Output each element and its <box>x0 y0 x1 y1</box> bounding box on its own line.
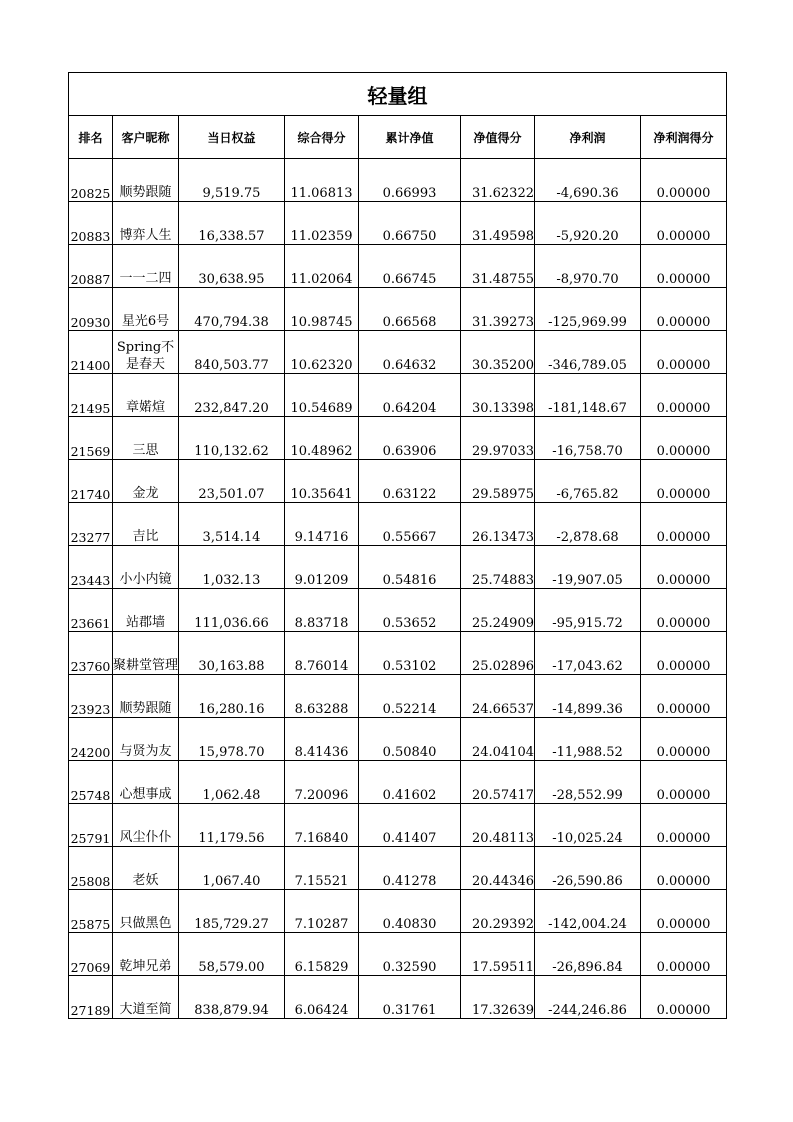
cell-total-score: 7.15521 <box>285 847 359 890</box>
cell-nickname: 一一二四 <box>113 245 179 288</box>
cell-total-score: 10.35641 <box>285 460 359 503</box>
cell-nav: 0.64632 <box>359 331 461 374</box>
table-row <box>69 675 727 718</box>
cell-total-score: 8.76014 <box>285 632 359 675</box>
cell-nav: 0.64204 <box>359 374 461 417</box>
cell-total-score: 8.63288 <box>285 675 359 718</box>
cell-nav: 0.66745 <box>359 245 461 288</box>
cell-nav: 0.63906 <box>359 417 461 460</box>
cell-nav: 0.54816 <box>359 546 461 589</box>
cell-profit-score: 0.00000 <box>641 976 727 1019</box>
cell-nav: 0.50840 <box>359 718 461 761</box>
cell-rank: 20883 <box>69 202 113 245</box>
cell-rank: 20825 <box>69 159 113 202</box>
cell-nickname: 只做黑色 <box>113 890 179 933</box>
cell-profit: -4,690.36 <box>535 159 641 202</box>
cell-nickname: 乾坤兄弟 <box>113 933 179 976</box>
cell-nav-score: 20.57417 <box>461 761 535 804</box>
cell-profit: -10,025.24 <box>535 804 641 847</box>
cell-rank: 27189 <box>69 976 113 1019</box>
cell-nav: 0.52214 <box>359 675 461 718</box>
cell-profit-score: 0.00000 <box>641 374 727 417</box>
cell-equity: 30,163.88 <box>179 632 285 675</box>
table-row <box>69 890 727 933</box>
cell-equity: 3,514.14 <box>179 503 285 546</box>
cell-profit: -95,915.72 <box>535 589 641 632</box>
cell-profit: -16,758.70 <box>535 417 641 460</box>
cell-profit-score: 0.00000 <box>641 847 727 890</box>
ranking-table <box>68 72 727 1019</box>
cell-rank: 25808 <box>69 847 113 890</box>
cell-profit: -28,552.99 <box>535 761 641 804</box>
cell-profit: -17,043.62 <box>535 632 641 675</box>
cell-profit: -2,878.68 <box>535 503 641 546</box>
cell-nickname: 博弈人生 <box>113 202 179 245</box>
cell-rank: 23443 <box>69 546 113 589</box>
table-row <box>69 288 727 331</box>
cell-rank: 23760 <box>69 632 113 675</box>
cell-equity: 1,062.48 <box>179 761 285 804</box>
cell-equity: 111,036.66 <box>179 589 285 632</box>
cell-equity: 838,879.94 <box>179 976 285 1019</box>
cell-nav: 0.53652 <box>359 589 461 632</box>
cell-equity: 11,179.56 <box>179 804 285 847</box>
cell-equity: 470,794.38 <box>179 288 285 331</box>
header-nav: 累计净值 <box>359 116 461 159</box>
cell-total-score: 10.62320 <box>285 331 359 374</box>
cell-profit: -6,765.82 <box>535 460 641 503</box>
cell-nickname: 星光6号 <box>113 288 179 331</box>
cell-nav: 0.55667 <box>359 503 461 546</box>
table-row <box>69 159 727 202</box>
cell-profit-score: 0.00000 <box>641 417 727 460</box>
cell-profit: -26,590.86 <box>535 847 641 890</box>
table-row <box>69 976 727 1019</box>
cell-nav-score: 25.02896 <box>461 632 535 675</box>
cell-nickname: 风尘仆仆 <box>113 804 179 847</box>
header-row <box>69 116 727 159</box>
cell-nickname: Spring不是春天 <box>113 331 179 374</box>
cell-rank: 23277 <box>69 503 113 546</box>
cell-nav-score: 31.62322 <box>461 159 535 202</box>
cell-rank: 21569 <box>69 417 113 460</box>
cell-total-score: 11.02359 <box>285 202 359 245</box>
cell-nav-score: 25.74883 <box>461 546 535 589</box>
cell-profit: -11,988.52 <box>535 718 641 761</box>
cell-nav-score: 30.13398 <box>461 374 535 417</box>
cell-profit-score: 0.00000 <box>641 933 727 976</box>
cell-equity: 232,847.20 <box>179 374 285 417</box>
cell-nickname: 与贤为友 <box>113 718 179 761</box>
cell-rank: 23923 <box>69 675 113 718</box>
cell-nav: 0.31761 <box>359 976 461 1019</box>
table-row <box>69 245 727 288</box>
table-row <box>69 718 727 761</box>
cell-total-score: 10.54689 <box>285 374 359 417</box>
cell-rank: 25875 <box>69 890 113 933</box>
cell-nav-score: 24.66537 <box>461 675 535 718</box>
table-row <box>69 933 727 976</box>
cell-rank: 20887 <box>69 245 113 288</box>
cell-nav: 0.41407 <box>359 804 461 847</box>
cell-nav-score: 31.49598 <box>461 202 535 245</box>
cell-profit-score: 0.00000 <box>641 761 727 804</box>
cell-profit: -142,004.24 <box>535 890 641 933</box>
cell-rank: 21495 <box>69 374 113 417</box>
cell-nav-score: 20.48113 <box>461 804 535 847</box>
cell-profit: -8,970.70 <box>535 245 641 288</box>
cell-equity: 16,338.57 <box>179 202 285 245</box>
cell-profit-score: 0.00000 <box>641 890 727 933</box>
cell-profit-score: 0.00000 <box>641 546 727 589</box>
header-rank: 排名 <box>69 116 113 159</box>
table-row <box>69 804 727 847</box>
cell-total-score: 11.06813 <box>285 159 359 202</box>
cell-nav: 0.53102 <box>359 632 461 675</box>
cell-nickname: 章婼煊 <box>113 374 179 417</box>
cell-nickname: 小小内镜 <box>113 546 179 589</box>
cell-nickname: 顺势跟随 <box>113 159 179 202</box>
cell-profit-score: 0.00000 <box>641 589 727 632</box>
table-row <box>69 589 727 632</box>
cell-profit-score: 0.00000 <box>641 245 727 288</box>
cell-profit: -244,246.86 <box>535 976 641 1019</box>
table-row <box>69 503 727 546</box>
cell-rank: 21400 <box>69 331 113 374</box>
cell-profit-score: 0.00000 <box>641 288 727 331</box>
table-row <box>69 331 727 374</box>
cell-nav: 0.66568 <box>359 288 461 331</box>
cell-equity: 15,978.70 <box>179 718 285 761</box>
cell-rank: 25748 <box>69 761 113 804</box>
cell-total-score: 6.15829 <box>285 933 359 976</box>
cell-total-score: 9.14716 <box>285 503 359 546</box>
cell-profit-score: 0.00000 <box>641 460 727 503</box>
cell-rank: 21740 <box>69 460 113 503</box>
cell-profit: -5,920.20 <box>535 202 641 245</box>
cell-equity: 23,501.07 <box>179 460 285 503</box>
cell-profit-score: 0.00000 <box>641 503 727 546</box>
header-nickname: 客户昵称 <box>113 116 179 159</box>
table-row <box>69 460 727 503</box>
cell-total-score: 7.20096 <box>285 761 359 804</box>
cell-profit-score: 0.00000 <box>641 159 727 202</box>
cell-equity: 840,503.77 <box>179 331 285 374</box>
header-equity: 当日权益 <box>179 116 285 159</box>
cell-nav: 0.40830 <box>359 890 461 933</box>
cell-nickname: 三思 <box>113 417 179 460</box>
cell-profit: -181,148.67 <box>535 374 641 417</box>
cell-nav: 0.41278 <box>359 847 461 890</box>
cell-profit-score: 0.00000 <box>641 718 727 761</box>
cell-equity: 16,280.16 <box>179 675 285 718</box>
cell-rank: 20930 <box>69 288 113 331</box>
cell-profit: -346,789.05 <box>535 331 641 374</box>
cell-nav-score: 20.29392 <box>461 890 535 933</box>
header-nav-score: 净值得分 <box>461 116 535 159</box>
cell-nav-score: 26.13473 <box>461 503 535 546</box>
cell-profit-score: 0.00000 <box>641 331 727 374</box>
table-title: 轻量组 <box>69 73 727 116</box>
cell-nav: 0.63122 <box>359 460 461 503</box>
cell-profit-score: 0.00000 <box>641 202 727 245</box>
cell-nav: 0.66993 <box>359 159 461 202</box>
cell-total-score: 9.01209 <box>285 546 359 589</box>
cell-total-score: 7.16840 <box>285 804 359 847</box>
table-row <box>69 632 727 675</box>
cell-nickname: 心想事成 <box>113 761 179 804</box>
cell-profit: -125,969.99 <box>535 288 641 331</box>
cell-nickname: 聚耕堂管理 <box>113 632 179 675</box>
header-profit-score: 净利润得分 <box>641 116 727 159</box>
cell-equity: 58,579.00 <box>179 933 285 976</box>
cell-profit: -19,907.05 <box>535 546 641 589</box>
cell-total-score: 6.06424 <box>285 976 359 1019</box>
cell-nav: 0.66750 <box>359 202 461 245</box>
cell-total-score: 10.48962 <box>285 417 359 460</box>
cell-nickname: 顺势跟随 <box>113 675 179 718</box>
cell-nav-score: 25.24909 <box>461 589 535 632</box>
cell-total-score: 10.98745 <box>285 288 359 331</box>
cell-nickname: 吉比 <box>113 503 179 546</box>
cell-nickname: 金龙 <box>113 460 179 503</box>
cell-rank: 27069 <box>69 933 113 976</box>
cell-nav-score: 24.04104 <box>461 718 535 761</box>
cell-profit: -14,899.36 <box>535 675 641 718</box>
table-row <box>69 847 727 890</box>
cell-profit: -26,896.84 <box>535 933 641 976</box>
cell-nav-score: 31.39273 <box>461 288 535 331</box>
cell-equity: 9,519.75 <box>179 159 285 202</box>
cell-profit-score: 0.00000 <box>641 675 727 718</box>
cell-profit-score: 0.00000 <box>641 804 727 847</box>
cell-nav-score: 30.35200 <box>461 331 535 374</box>
cell-nav: 0.41602 <box>359 761 461 804</box>
cell-nav-score: 31.48755 <box>461 245 535 288</box>
cell-profit-score: 0.00000 <box>641 632 727 675</box>
table-row <box>69 374 727 417</box>
cell-equity: 185,729.27 <box>179 890 285 933</box>
header-total-score: 综合得分 <box>285 116 359 159</box>
cell-nav-score: 29.58975 <box>461 460 535 503</box>
cell-nav-score: 17.59511 <box>461 933 535 976</box>
table-row <box>69 202 727 245</box>
cell-nickname: 大道至简 <box>113 976 179 1019</box>
cell-rank: 24200 <box>69 718 113 761</box>
cell-total-score: 11.02064 <box>285 245 359 288</box>
cell-rank: 25791 <box>69 804 113 847</box>
header-profit: 净利润 <box>535 116 641 159</box>
cell-nav-score: 20.44346 <box>461 847 535 890</box>
cell-equity: 110,132.62 <box>179 417 285 460</box>
table-row <box>69 417 727 460</box>
cell-nickname: 老妖 <box>113 847 179 890</box>
cell-total-score: 8.83718 <box>285 589 359 632</box>
cell-total-score: 8.41436 <box>285 718 359 761</box>
table-row <box>69 546 727 589</box>
cell-equity: 30,638.95 <box>179 245 285 288</box>
cell-nav-score: 17.32639 <box>461 976 535 1019</box>
cell-nav: 0.32590 <box>359 933 461 976</box>
cell-rank: 23661 <box>69 589 113 632</box>
cell-equity: 1,032.13 <box>179 546 285 589</box>
cell-nav-score: 29.97033 <box>461 417 535 460</box>
cell-nickname: 站郡墙 <box>113 589 179 632</box>
table-row <box>69 761 727 804</box>
cell-equity: 1,067.40 <box>179 847 285 890</box>
cell-total-score: 7.10287 <box>285 890 359 933</box>
